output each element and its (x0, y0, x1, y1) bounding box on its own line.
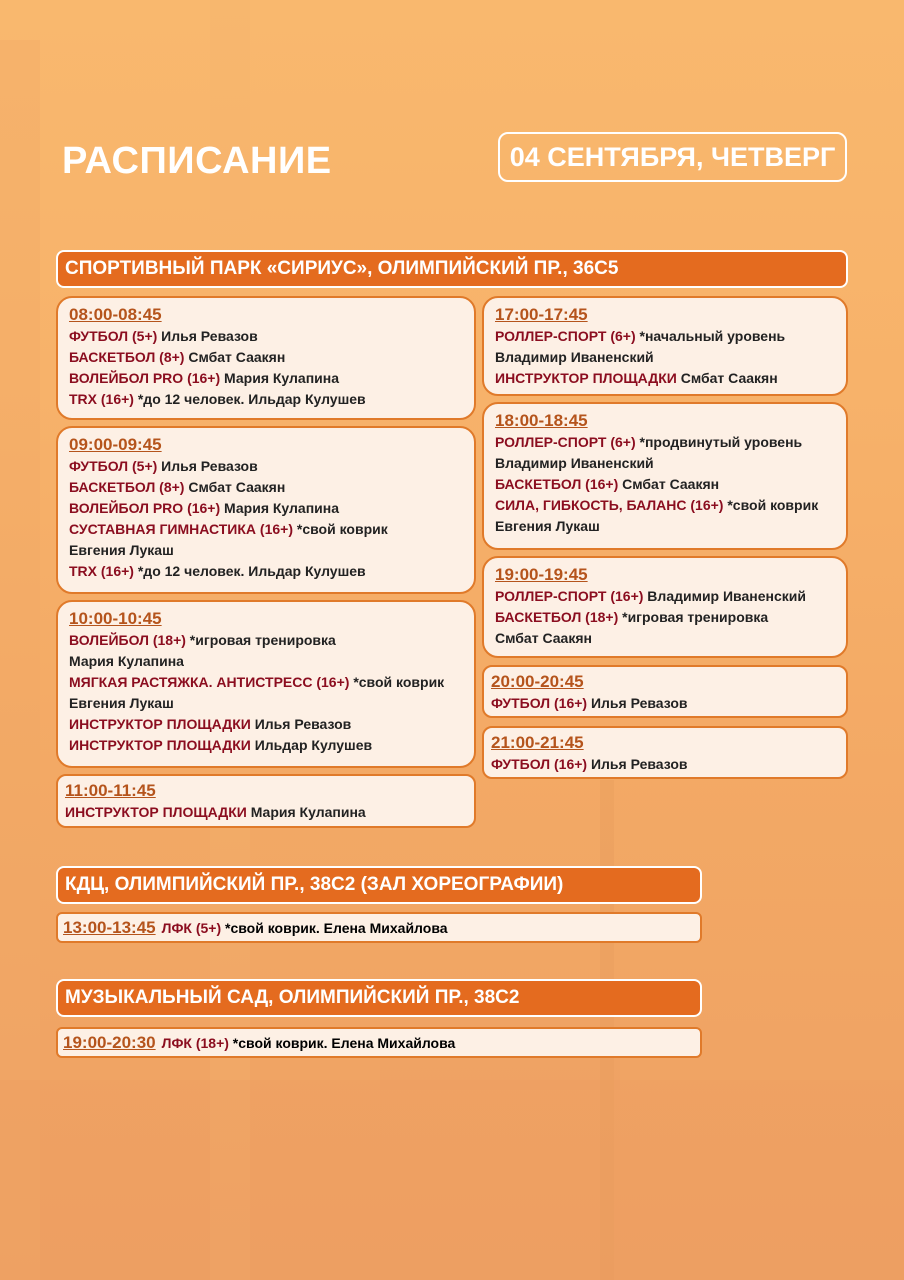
schedule-row (56, 1027, 702, 1058)
schedule-line: Смбат Саакян (495, 630, 592, 646)
schedule-line: ИНСТРУКТОР ПЛОЩАДКИ Илья Ревазов (69, 716, 352, 732)
schedule-line: Евгения Лукаш (69, 542, 174, 558)
time-slot: 19:00-20:30 (63, 1032, 156, 1052)
venue-header-music-garden: МУЗЫКАЛЬНЫЙ САД, ОЛИМПИЙСКИЙ ПР., 38С2 (56, 979, 702, 1017)
schedule-line: ИНСТРУКТОР ПЛОЩАДКИ Ильдар Кулушев (69, 737, 373, 753)
schedule-line: Мария Кулапина (69, 653, 184, 669)
venue-header-kdc: КДЦ, ОЛИМПИЙСКИЙ ПР., 38С2 (ЗАЛ ХОРЕОГРАФИИ) (56, 866, 702, 904)
schedule-line: Владимир Иваненский (495, 455, 654, 471)
schedule-line: ФУТБОЛ (16+) Илья Ревазов (491, 756, 688, 772)
schedule-line: РОЛЛЕР-СПОРТ (6+) *продвинутый уровень (495, 434, 803, 450)
schedule-line: ФУТБОЛ (16+) Илья Ревазов (491, 695, 688, 711)
schedule-line: ВОЛЕЙБОЛ (18+) *игровая тренировка (69, 632, 336, 648)
time-slot: 20:00-20:45 (491, 672, 584, 691)
schedule-line: ЛФК (18+) *свой коврик. Елена Михайлова (161, 1034, 456, 1051)
time-slot: 18:00-18:45 (495, 411, 588, 430)
schedule-card (482, 665, 848, 718)
schedule-line: ВОЛЕЙБОЛ PRO (16+) Мария Кулапина (69, 370, 340, 386)
schedule-line: БАСКЕТБОЛ (8+) Смбат Саакян (69, 479, 286, 495)
time-slot: 19:00-19:45 (495, 565, 588, 584)
schedule-line: РОЛЛЕР-СПОРТ (6+) *начальный уровень (495, 328, 786, 344)
time-slot: 09:00-09:45 (69, 435, 162, 454)
schedule-line: БАСКЕТБОЛ (18+) *игровая тренировка (495, 609, 769, 625)
schedule-row (56, 912, 702, 943)
schedule-card (56, 774, 476, 828)
schedule-line: РОЛЛЕР-СПОРТ (16+) Владимир Иваненский (495, 588, 806, 604)
venue-header-sirius: СПОРТИВНЫЙ ПАРК «СИРИУС», ОЛИМПИЙСКИЙ ПР., 36С5 (56, 250, 848, 288)
schedule-card (482, 556, 848, 658)
schedule-line: ВОЛЕЙБОЛ PRO (16+) Мария Кулапина (69, 500, 340, 516)
schedule-card (482, 296, 848, 396)
time-slot: 08:00-08:45 (69, 305, 162, 324)
schedule-card (482, 402, 848, 550)
schedule-line: СИЛА, ГИБКОСТЬ, БАЛАНС (16+) *свой коврик (495, 497, 819, 513)
schedule-line: Владимир Иваненский (495, 349, 654, 365)
page-title: РАСПИСАНИЕ (62, 140, 332, 182)
time-slot: 21:00-21:45 (491, 733, 584, 752)
time-slot: 11:00-11:45 (65, 781, 156, 800)
schedule-line: ФУТБОЛ (5+) Илья Ревазов (69, 328, 258, 344)
schedule-line: Евгения Лукаш (69, 695, 174, 711)
schedule-line: ФУТБОЛ (5+) Илья Ревазов (69, 458, 258, 474)
schedule-line: TRX (16+) *до 12 человек. Ильдар Кулушев (69, 563, 366, 579)
schedule-line: СУСТАВНАЯ ГИМНАСТИКА (16+) *свой коврик (69, 521, 388, 537)
schedule-line: ИНСТРУКТОР ПЛОЩАДКИ Смбат Саакян (495, 370, 778, 386)
time-slot: 13:00-13:45 (63, 917, 156, 937)
schedule-line: МЯГКАЯ РАСТЯЖКА. АНТИСТРЕСС (16+) *свой коврик (69, 674, 445, 690)
schedule-card (482, 726, 848, 779)
schedule-line: Евгения Лукаш (495, 518, 600, 534)
schedule-card (56, 296, 476, 420)
time-slot: 17:00-17:45 (495, 305, 588, 324)
schedule-line: ИНСТРУКТОР ПЛОЩАДКИ Мария Кулапина (65, 804, 366, 820)
schedule-line: БАСКЕТБОЛ (8+) Смбат Саакян (69, 349, 286, 365)
time-slot: 10:00-10:45 (69, 609, 162, 628)
schedule-line: БАСКЕТБОЛ (16+) Смбат Саакян (495, 476, 720, 492)
date-badge: 04 СЕНТЯБРЯ, ЧЕТВЕРГ (498, 132, 847, 182)
schedule-card (56, 426, 476, 594)
schedule-line: TRX (16+) *до 12 человек. Ильдар Кулушев (69, 391, 366, 407)
schedule-card (56, 600, 476, 768)
schedule-line: ЛФК (5+) *свой коврик. Елена Михайлова (161, 919, 448, 936)
